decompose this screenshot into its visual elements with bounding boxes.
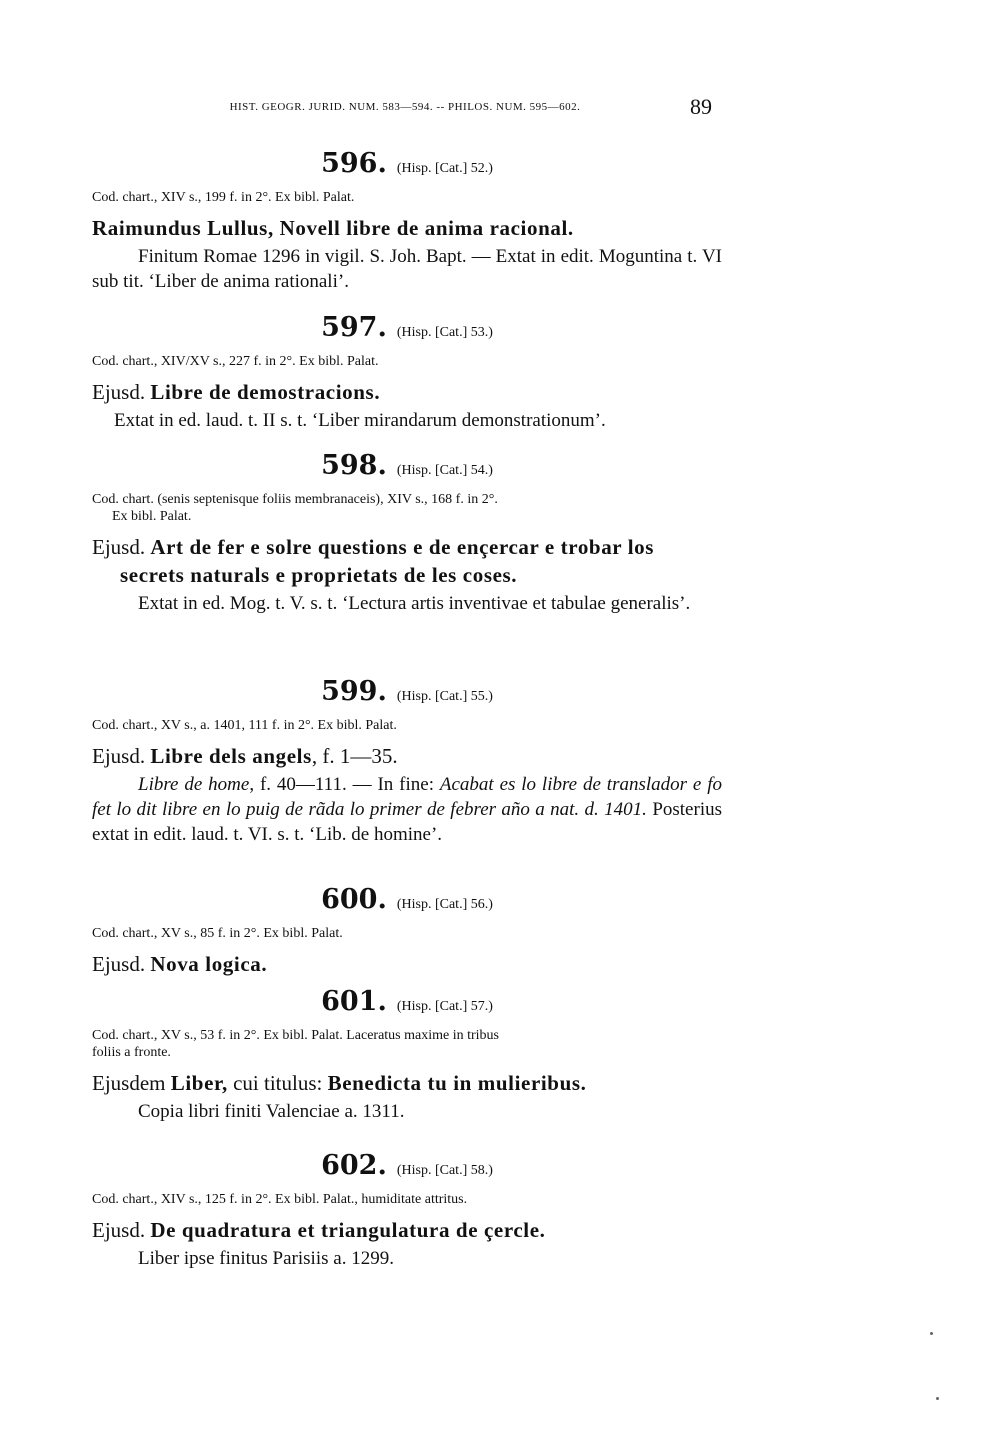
entry-heading (92, 1152, 722, 1185)
entry-title (92, 378, 722, 406)
title-text: Liber, (170, 1071, 228, 1095)
entry-note: Extat in ed. Mog. t. V. s. t. ‘Lectura artis inventivae et tabulae generalis’. (138, 593, 691, 614)
title-text: De quadratura et triangulatura de çercle. (150, 1218, 546, 1242)
title-prefix: Ejusd. (92, 952, 146, 976)
codex-line: Ex bibl. Palat. (112, 509, 192, 524)
scan-speck (930, 1332, 933, 1335)
entry-number: 599. (321, 676, 387, 707)
entry-note: Finitum Romae 1296 in vigil. S. Joh. Bapt. — Extat in edit. Moguntina t. VI sub tit. ‘Liber de anima rationali’. (92, 246, 722, 292)
catalog-reference: (Hisp. [Cat.] 57.) (396, 999, 493, 1014)
codex-description: Cod. chart., XIV s., 199 f. in 2°. Ex bibl. Palat. (92, 190, 355, 205)
codex-description (92, 1027, 722, 1061)
title-text: Nova logica. (150, 952, 268, 976)
entry-number: 597. (321, 312, 387, 343)
codex-description: Cod. chart., XIV s., 125 f. in 2°. Ex bibl. Palat., humiditate attritus. (92, 1192, 468, 1207)
entry-number: 596. (321, 148, 387, 179)
catalog-reference: (Hisp. [Cat.] 55.) (396, 689, 493, 704)
title-middle: cui titulus: (227, 1071, 328, 1095)
entry-title (92, 533, 722, 589)
entry-note: Extat in ed. laud. t. II s. t. ‘Liber mirandarum demonstrationum’. (114, 410, 606, 431)
note-text: , f. 40—111. — In fine: (249, 774, 440, 795)
codex-description (92, 491, 722, 525)
title-suffix: , f. 1—35. (311, 744, 398, 768)
title-text: Libre de demostracions. (150, 380, 381, 404)
title-text: Raimundus Lullus, Novell libre de anima racional. (92, 216, 574, 240)
catalog-reference: (Hisp. [Cat.] 56.) (396, 897, 493, 912)
entry-title (92, 214, 722, 242)
entry-number: 598. (321, 450, 387, 481)
entry-heading (92, 988, 722, 1021)
scan-speck (936, 1397, 939, 1400)
entry-599 (92, 678, 722, 847)
title-prefix: Ejusd. (92, 535, 146, 559)
entry-heading (92, 886, 722, 919)
entry-note: Copia libri finiti Valenciae a. 1311. (138, 1101, 405, 1122)
codex-description: Cod. chart., XV s., a. 1401, 111 f. in 2°. Ex bibl. Palat. (92, 718, 397, 733)
entry-number: 600. (321, 884, 387, 915)
entry-number: 602. (321, 1150, 387, 1181)
entry-597 (92, 314, 722, 433)
title-text-2: Benedicta tu in mulieribus. (327, 1071, 587, 1095)
entry-number: 601. (321, 986, 387, 1017)
note-text: Posterius extat in edit. laud. t. VI. s. t. ‘Lib. de homine’. (92, 799, 722, 845)
catalog-reference: (Hisp. [Cat.] 53.) (396, 325, 493, 340)
entry-heading (92, 452, 722, 485)
entry-heading (92, 150, 722, 183)
codex-description: Cod. chart., XIV/XV s., 227 f. in 2°. Ex bibl. Palat. (92, 354, 379, 369)
entry-title (92, 742, 722, 770)
running-head: HIST. GEOGR. JURID. NUM. 583—594. -- PHILOS. NUM. 595—602. (229, 101, 581, 113)
title-text: Libre dels angels (150, 744, 312, 768)
title-prefix: Ejusd. (92, 380, 146, 404)
entry-note (92, 772, 722, 847)
entry-598 (92, 452, 722, 616)
title-prefix: Ejusd. (92, 1218, 146, 1242)
entry-596 (92, 150, 722, 294)
entry-title (92, 1216, 722, 1244)
entry-602 (92, 1152, 722, 1271)
entry-heading (92, 314, 722, 347)
title-prefix: Ejusd. (92, 744, 146, 768)
entry-title (92, 1069, 722, 1097)
title-text: Art de fer e solre questions e de ençercar e trobar los secrets naturals e proprietats de les coses. (120, 535, 654, 587)
entry-heading (92, 678, 722, 711)
note-italic: Libre de home (138, 774, 250, 795)
catalog-reference: (Hisp. [Cat.] 52.) (396, 161, 493, 176)
entry-title (92, 950, 722, 978)
codex-line: Cod. chart., XV s., 53 f. in 2°. Ex bibl. Palat. Laceratus maxime in tribus (92, 1028, 499, 1043)
title-prefix: Ejusdem (92, 1071, 166, 1095)
entry-601 (92, 988, 722, 1124)
page-number: 89 (690, 94, 712, 119)
note-italic: Acabat es lo libre de translador e fo fet lo dit libre en lo puig de rãda lo primer de febrer año a nat. d. 1401. (92, 774, 722, 820)
catalog-reference: (Hisp. [Cat.] 58.) (396, 1163, 493, 1178)
codex-line: Cod. chart. (senis septenisque foliis membranaceis), XIV s., 168 f. in 2°. (92, 492, 498, 507)
entry-600 (92, 886, 722, 980)
catalog-reference: (Hisp. [Cat.] 54.) (396, 463, 493, 478)
entry-note: Liber ipse finitus Parisiis a. 1299. (138, 1248, 394, 1269)
codex-description: Cod. chart., XV s., 85 f. in 2°. Ex bibl. Palat. (92, 926, 343, 941)
codex-line: foliis a fronte. (92, 1045, 171, 1060)
